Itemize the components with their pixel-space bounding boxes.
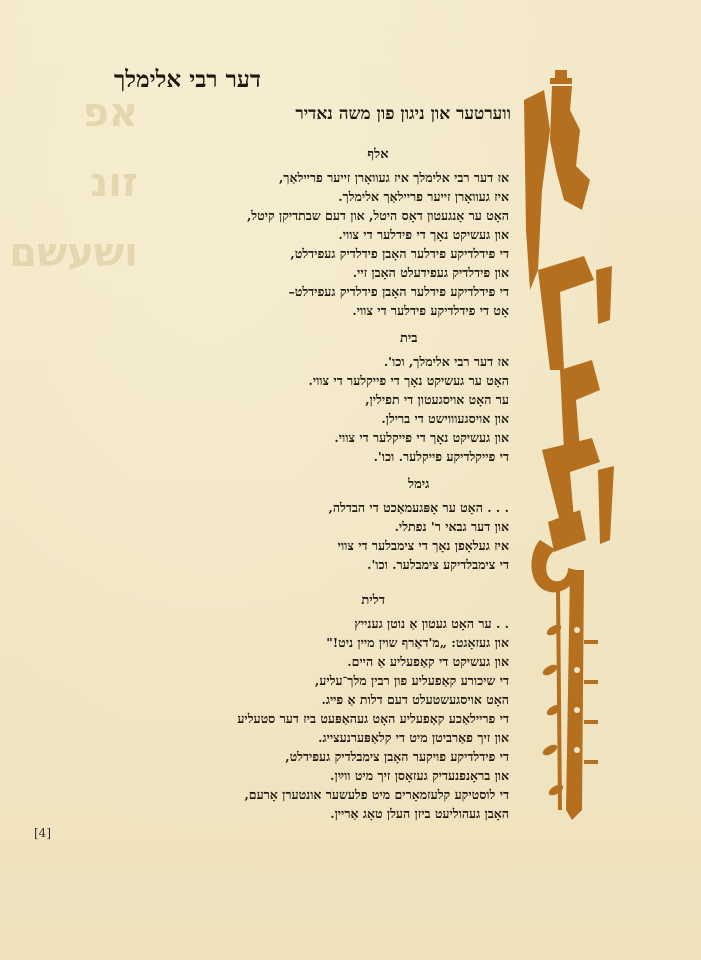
verse-line: און אויסגעוווישט די ברילן. — [381, 411, 509, 426]
verse-line: און געזאָגט: „מ'דאַרף שוין מיין ניט!" — [326, 635, 509, 650]
song-credits: ווערטער און ניגון פון משה נאדיר — [295, 104, 511, 124]
verse-line: און פידלדיק געפידעלט האָבן זיי. — [352, 265, 509, 280]
verse-line: די פייקלדיקע פייקלער. וכו'. — [373, 449, 509, 464]
klezmer-woodcut-illustration — [520, 70, 616, 830]
verse-line: די פריילאַכע קאַפעליע האָט געהאַפּעט ביז דער סטעליע — [237, 711, 509, 726]
song-title: דער רבי אלימלך — [113, 66, 261, 93]
verse-line: און געשיקט די קאַפעליע אַ היים. — [347, 654, 509, 669]
verse-line: די פידלדיקע פידלער האָבן פידלדיק געפידלט, — [290, 246, 509, 261]
verse-line: די פידלדיקע פויקער האָבן צימבלדיק געפידלט, — [285, 749, 509, 764]
verse-line: ער האָט אויסגעטון די תפילין, — [365, 392, 509, 407]
stanza-heading: דלית — [361, 593, 385, 608]
verse-line: די לוסטיקע קלעזמאָרים מיט פלעשער אונטערן אָרעם, — [244, 787, 509, 802]
bleed-through-text — [9, 78, 138, 288]
stanza-heading: אלף — [367, 147, 389, 162]
stanza-heading: גימל — [407, 477, 430, 492]
bleed-through-line: זונ — [90, 160, 138, 206]
verse-line: אָט די פידלדיקע פידלער די צווי. — [352, 303, 509, 318]
verse-line: האָבן געהוליעט ביזן העלן טאָג אַריין. — [330, 806, 509, 821]
stanza-daled — [237, 592, 509, 823]
verse-line: און זיך פאַרביטן מיט די קלאַפּערנעצייג. — [318, 730, 509, 745]
verse-line: האָט ער אָנגעטון דאָס היטל, און דעם שבתדיקן קיטל, — [246, 208, 509, 223]
verse-line: האָט ער געשיקט נאָך די פייקלער די צווי. — [308, 373, 509, 388]
verse-line: די צימבלדיקע צימבלער. וכו'. — [367, 557, 509, 572]
verse-line: און דער גבאי ר' נפתלי. — [394, 519, 509, 534]
page-number: [4] — [34, 826, 51, 840]
verse-line: און געשיקט נאָך די פייקלער די צווי. — [334, 430, 509, 445]
verse-line: איז געלאָפן נאָך די צימבלער די צווי — [337, 538, 509, 553]
verse-line: איז געוואָרן זייער פריילאַך אלימלך. — [338, 189, 509, 204]
verse-line: . . . האָט ער אָפּגעמאַכט די הבדלה, — [328, 500, 509, 515]
stanza-giml — [328, 476, 509, 574]
bleed-through-line: אפ — [82, 90, 138, 136]
stanza-heading: בית — [399, 331, 418, 346]
verse-line: די פידלדיקע פידלער האָבן פידלדיק געפידלט– — [288, 284, 509, 299]
stanza-beys — [308, 330, 509, 466]
verse-line: און געשיקט נאָך די פידלער די צווי. — [338, 227, 509, 242]
verse-line: האָט אויסגעשטעלט דעם דלות אַ פײג. — [321, 692, 509, 707]
verse-line: די שיכורע קאַפעליע פון רבין מלך־עליע, — [314, 673, 509, 688]
verse-line: אז דער רבי אלימלך איז געוואָרן זייער פריילאַך, — [278, 170, 509, 185]
bleed-through-line: ושעשם — [9, 230, 138, 276]
stanza-alef — [247, 146, 509, 320]
verse-line: . . ער האָט געטון אַ נוטן גענייץ — [354, 616, 509, 631]
verse-line: אז דער רבי אלימלך, וכו'. — [383, 354, 509, 369]
verse-line: און בראָנפנעדיק געזאָסן זיך מיט ווײַן. — [330, 768, 509, 783]
